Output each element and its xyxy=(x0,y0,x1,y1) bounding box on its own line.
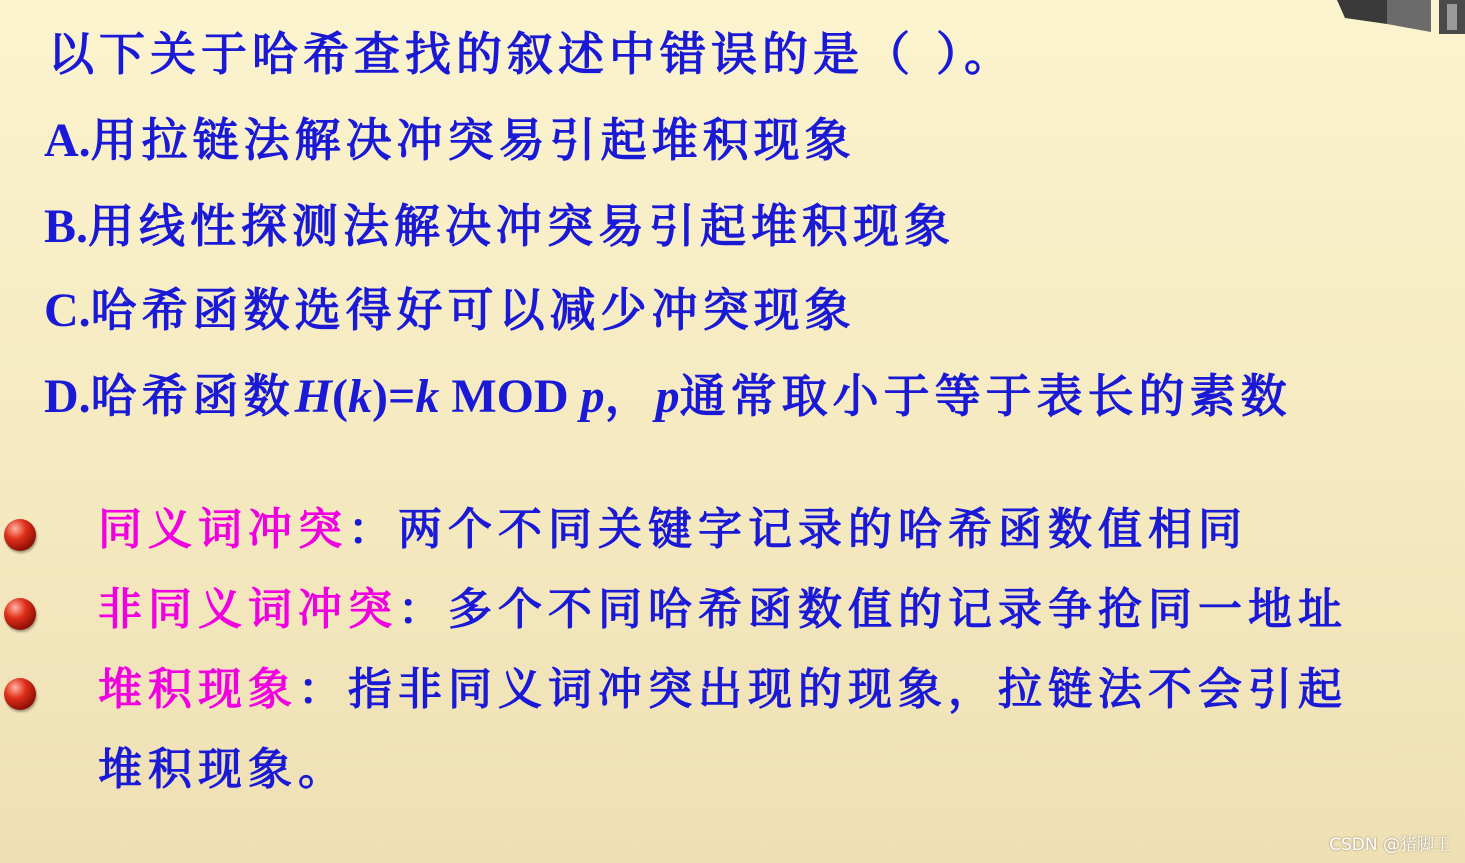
option-d-mod: MOD xyxy=(439,370,581,423)
definition-colon: ： xyxy=(398,584,448,635)
bullet-icon xyxy=(4,678,36,710)
definition-colon: ： xyxy=(298,664,348,715)
option-d-prefix: 哈希函数 xyxy=(90,369,295,423)
option-b xyxy=(44,196,955,257)
option-c xyxy=(44,280,856,341)
definition-text: 指非同义词冲突出现的现象，拉链法不会引起 xyxy=(348,664,1348,715)
definition-term: 同义词冲突 xyxy=(98,504,348,555)
definition-non-synonym-conflict xyxy=(98,580,1348,640)
option-d-comma: ， xyxy=(604,369,656,423)
definition-term: 堆积现象 xyxy=(98,664,298,715)
option-d-func-h: H xyxy=(294,370,333,423)
definition-clustering-continuation: 堆积现象。 xyxy=(98,744,348,795)
definition-text: 两个不同关键字记录的哈希函数值相同 xyxy=(398,504,1248,555)
definition-term: 非同义词冲突 xyxy=(98,584,398,635)
option-d-suffix: 通常取小于等于表长的素数 xyxy=(679,369,1292,423)
option-d-letter: D. xyxy=(44,370,91,423)
option-a xyxy=(44,110,856,171)
option-a-text: 用拉链法解决冲突易引起堆积现象 xyxy=(90,113,856,167)
option-d-open-paren: ( xyxy=(332,370,348,423)
option-d-var-k: k xyxy=(415,370,440,423)
definition-colon: ： xyxy=(348,504,398,555)
option-b-text: 用线性探测法解决冲突易引起堆积现象 xyxy=(88,199,956,253)
definition-synonym-conflict xyxy=(98,500,1248,560)
option-d-close-eq: )= xyxy=(372,370,416,423)
bullet-icon xyxy=(4,598,36,630)
option-d-var-p: p xyxy=(580,370,605,423)
definition-clustering xyxy=(98,660,1348,720)
bullet-icon xyxy=(4,519,36,551)
watermark: CSDN @猪脚王 xyxy=(1329,835,1451,855)
option-c-text: 哈希函数选得好可以减少冲突现象 xyxy=(90,283,856,337)
option-b-letter: B. xyxy=(44,200,89,253)
video-corner-icon xyxy=(1337,0,1465,42)
option-d-arg-k: k xyxy=(348,370,372,423)
option-c-letter: C. xyxy=(44,284,91,337)
option-d xyxy=(44,366,1292,427)
option-a-letter: A. xyxy=(44,114,91,167)
question-stem: 以下关于哈希查找的叙述中错误的是（ ）。 xyxy=(48,27,1016,81)
option-d-var-p2: p xyxy=(655,370,680,423)
definition-text: 多个不同哈希函数值的记录争抢同一地址 xyxy=(448,584,1348,635)
